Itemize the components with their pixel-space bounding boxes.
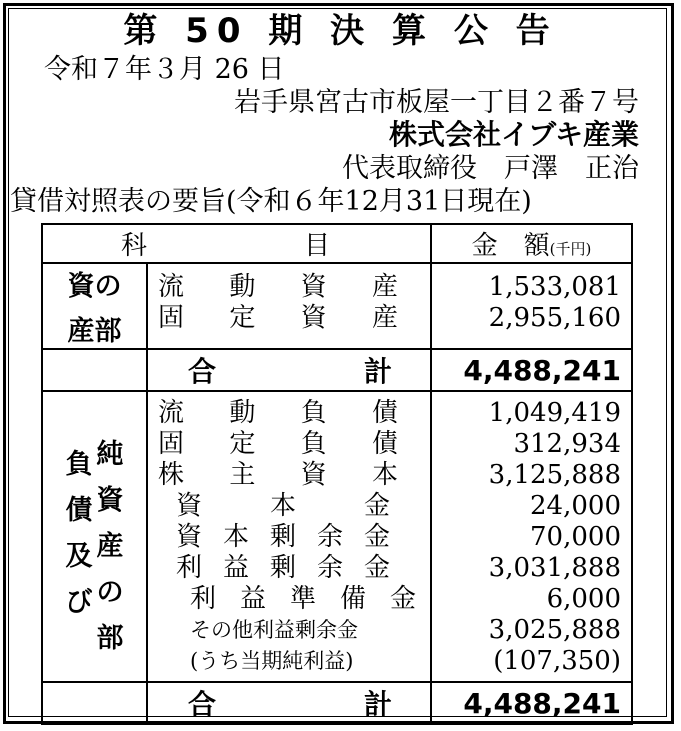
table-row-amount: 3,125,888 [488, 460, 621, 490]
category-char: 債 [65, 495, 93, 526]
label-char: 資 [300, 272, 327, 302]
table-row-amount: (107,350) [493, 646, 621, 676]
header-item [42, 224, 431, 263]
header-item-left: 科 [121, 231, 148, 261]
label-char: 金 [389, 584, 416, 614]
label-char: (うち当期純利益) [190, 649, 354, 673]
label-char: 本 [222, 522, 249, 552]
label-char: 準 [289, 584, 316, 614]
balance-sheet-table [41, 223, 633, 725]
label-char: 債 [371, 429, 398, 459]
table-row-label [148, 491, 430, 522]
header-unit: (千円) [549, 240, 592, 258]
label-char: 益 [239, 584, 266, 614]
table-row-amount: 1,049,419 [488, 398, 621, 428]
label-char: 負 [300, 429, 327, 459]
assets-items [147, 263, 431, 349]
label-char: 本 [269, 491, 296, 521]
label-char: 動 [229, 398, 256, 428]
assets-total-right: 計 [363, 355, 392, 388]
assets-section [42, 263, 632, 349]
liabilities-total-amount: 4,488,241 [463, 686, 621, 720]
table-row-amount: 24,000 [530, 491, 621, 521]
liabilities-total-right: 計 [363, 688, 392, 721]
label-char: 金 [363, 522, 390, 552]
table-row-amount: 6,000 [546, 584, 621, 614]
table-row-amount: 312,934 [513, 429, 621, 459]
label-char: 資 [300, 303, 327, 333]
table-header [42, 224, 632, 263]
label-char: 金 [363, 553, 390, 583]
category-char: 負 [65, 449, 93, 480]
liabilities-total-left: 合 [188, 688, 217, 721]
representative: 代表取締役 戸澤 正治 [342, 153, 639, 184]
table-row-label [148, 460, 430, 491]
liabilities-section [42, 391, 632, 682]
label-char: 本 [371, 460, 398, 490]
assets-amounts [431, 263, 632, 349]
label-char: 産 [371, 303, 398, 333]
liabilities-category-col1 [66, 432, 93, 662]
label-char: 備 [339, 584, 366, 614]
label-char: 利 [176, 553, 203, 583]
liabilities-category [42, 391, 147, 682]
header-item-right: 目 [303, 231, 330, 261]
label-char: 流 [158, 272, 185, 302]
category-char: び [65, 587, 93, 618]
table-row-label [148, 584, 430, 615]
label-char: 利 [190, 584, 217, 614]
label-char: 主 [229, 460, 256, 490]
label-char: 債 [371, 398, 398, 428]
assets-total-row [42, 349, 632, 391]
assets-total-label [147, 349, 431, 391]
table-row-amount: 1,533,081 [488, 272, 621, 302]
category-char: の [96, 577, 124, 608]
table-row-label [148, 615, 430, 646]
category-char: 部 [96, 623, 124, 654]
label-char: 定 [229, 303, 256, 333]
category-char: 及 [65, 541, 93, 572]
label-char: 余 [316, 553, 343, 583]
assets-total-amount: 4,488,241 [463, 353, 621, 387]
balance-sheet-heading: 貸借対照表の要旨(令和６年12月31日現在) [10, 186, 532, 217]
liabilities-total-amount-cell [431, 682, 632, 724]
assets-total-amount-cell [431, 349, 632, 391]
label-char: その他利益剰余金 [190, 618, 358, 642]
liabilities-total-label [147, 682, 431, 724]
label-char: 産 [371, 272, 398, 302]
label-char: 剰 [269, 553, 296, 583]
label-char: 定 [229, 429, 256, 459]
company-name: 株式会社イブキ産業 [388, 118, 639, 151]
table-row-amount: 3,031,888 [488, 553, 621, 583]
label-char: 資 [300, 460, 327, 490]
label-char: 剰 [269, 522, 296, 552]
liabilities-category-col2 [97, 432, 124, 662]
liabilities-total-row [42, 682, 632, 724]
label-char: 株 [158, 460, 185, 490]
notice-date: 令和７年３月 26 日 [44, 54, 285, 85]
table-row-label [148, 429, 430, 460]
label-char: 流 [158, 398, 185, 428]
assets-category-line1: 資の [67, 271, 122, 302]
assets-total-category-cell [42, 349, 147, 391]
header-amount-label: 金 額 [471, 231, 550, 261]
label-char: 動 [229, 272, 256, 302]
table-row-label [148, 553, 430, 584]
company-address: 岩手県宮古市板屋一丁目２番７号 [234, 87, 639, 118]
label-char: 益 [222, 553, 249, 583]
label-char: 負 [300, 398, 327, 428]
table-row-amount: 3,025,888 [488, 615, 621, 645]
label-char: 金 [363, 491, 390, 521]
label-char: 固 [158, 303, 185, 333]
assets-category [42, 263, 147, 349]
liabilities-total-category-cell [42, 682, 147, 724]
category-char: 純 [96, 439, 124, 470]
table-row-label [148, 303, 430, 334]
label-char: 資 [176, 522, 203, 552]
category-char: 産 [96, 531, 124, 562]
table-row-label [148, 522, 430, 553]
category-char: 資 [96, 485, 124, 516]
table-row-label [148, 398, 430, 429]
table-row-label [148, 646, 430, 677]
label-char: 余 [316, 522, 343, 552]
header-amount [431, 224, 632, 263]
notice-title: 第 50 期 決 算 公 告 [123, 11, 558, 51]
label-char: 資 [176, 491, 203, 521]
liabilities-amounts [431, 391, 632, 682]
table-row-label [148, 272, 430, 303]
assets-total-left: 合 [188, 355, 217, 388]
label-char: 固 [158, 429, 185, 459]
liabilities-items [147, 391, 431, 682]
table-row-amount: 70,000 [530, 522, 621, 552]
assets-category-line2: 産部 [67, 316, 122, 347]
table-row-amount: 2,955,160 [488, 303, 621, 333]
